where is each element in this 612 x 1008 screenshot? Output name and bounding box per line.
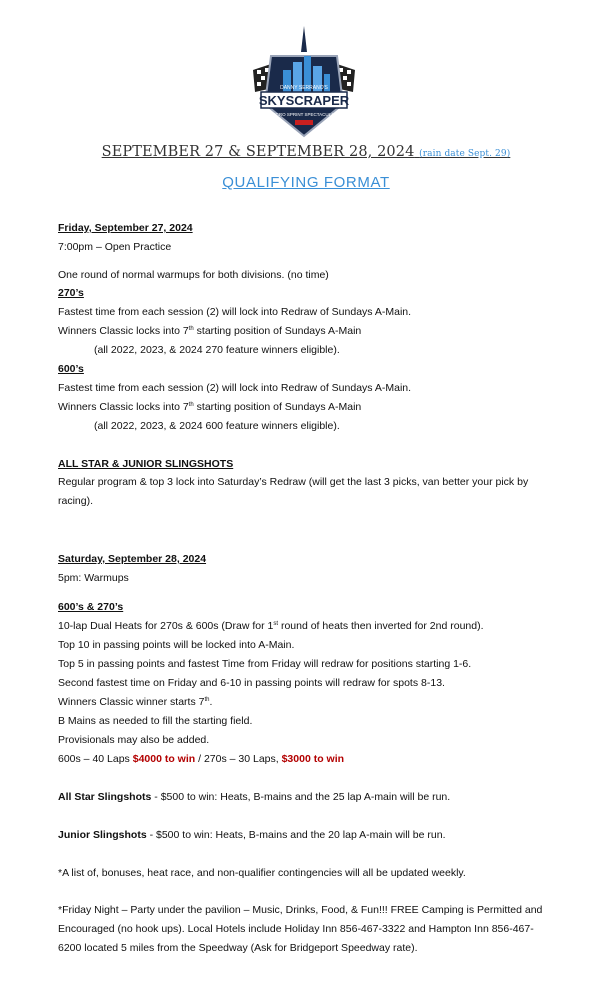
div600-fastest: Fastest time from each session (2) will lock into Redraw of Sundays A-Main. [58, 382, 412, 394]
saturday-top5: Top 5 in passing points and fastest Time from Friday will redraw for positions starting 1-6. [58, 658, 472, 670]
div270-title: 270’s [58, 287, 84, 299]
rain-date: (rain date Sept. 29) [419, 149, 511, 159]
logo-top-text: DANNY SERRANO'S [280, 85, 328, 91]
allstar-line: All Star Slingshots - $500 to win: Heats, B-mains and the 25 lap A-main will be run. [58, 791, 451, 803]
div600-title: 600’s [58, 363, 84, 375]
saturday-title: Saturday, September 28, 2024 [58, 553, 207, 565]
div270-eligible: (all 2022, 2023, & 2024 270 feature winners eligible). [94, 344, 340, 356]
bonuses-note: *A list of, bonuses, heat race, and non-qualifier contingencies will all be updated weekly. [58, 867, 466, 879]
div600-eligible: (all 2022, 2023, & 2024 600 feature winners eligible). [94, 420, 340, 432]
saturday-top10: Top 10 in passing points will be locked into A-Main. [58, 639, 295, 651]
saturday-bmains: B Mains as needed to fill the starting field. [58, 715, 253, 727]
div270-fastest: Fastest time from each session (2) will lock into Redraw of Sundays A-Main. [58, 306, 412, 318]
saturday-prizes: 600s – 40 Laps $4000 to win / 270s – 30 Laps, $3000 to win [58, 753, 345, 765]
saturday-second: Second fastest time on Friday and 6-10 in passing points will redraw for spots 8-13. [58, 677, 445, 689]
junior-line: Junior Slingshots - $500 to win: Heats, B-mains and the 20 lap A-main will be run. [58, 829, 446, 841]
prize-270: $3000 to win [281, 753, 345, 765]
skyscraper-logo-icon [251, 26, 357, 140]
prize-600: $4000 to win [132, 753, 196, 765]
logo-wordmark: SKYSCRAPER [258, 93, 350, 108]
div270-winners: Winners Classic locks into 7th starting position of Sundays A-Main [58, 325, 362, 337]
logo-sub-text: MICRO SPRINT SPECTACULAR [270, 112, 338, 117]
friday-night-note: *Friday Night – Party under the pavilion – Music, Drinks, Food, & Fun!!! FREE Camping is Permitted and Encouraged (no hook ups). Local Hotels include Holiday Inn 856-467-3322 and Hampton Inn 856-467-6200 located 5 miles from the Speedway (Ask for Bridgeport Speedway rate). [58, 904, 543, 954]
format-title: QUALIFYING FORMAT [222, 174, 390, 191]
event-dates [0, 144, 612, 160]
div600-winners: Winners Classic locks into 7th starting position of Sundays A-Main [58, 401, 362, 413]
saturday-winners: Winners Classic winner starts 7th. [58, 696, 213, 708]
saturday-heats: 10-lap Dual Heats for 270s & 600s (Draw for 1st round of heats then inverted for 2nd round). [58, 620, 484, 632]
saturday-warmups: 5pm: Warmups [58, 572, 129, 584]
slingshots-title: ALL STAR & JUNIOR SLINGSHOTS [58, 458, 234, 470]
friday-warmups: One round of normal warmups for both divisions. (no time) [58, 269, 329, 281]
friday-title: Friday, September 27, 2024 [58, 222, 193, 234]
saturday-div-title: 600’s & 270’s [58, 601, 124, 613]
slingshots-text: Regular program & top 3 lock into Saturday’s Redraw (will get the last 3 picks, van better your pick by racing). [58, 476, 529, 507]
saturday-provisionals: Provisionals may also be added. [58, 734, 210, 746]
friday-practice: 7:00pm – Open Practice [58, 241, 172, 253]
dates-text: SEPTEMBER 27 & SEPTEMBER 28, 2024 [101, 144, 415, 160]
